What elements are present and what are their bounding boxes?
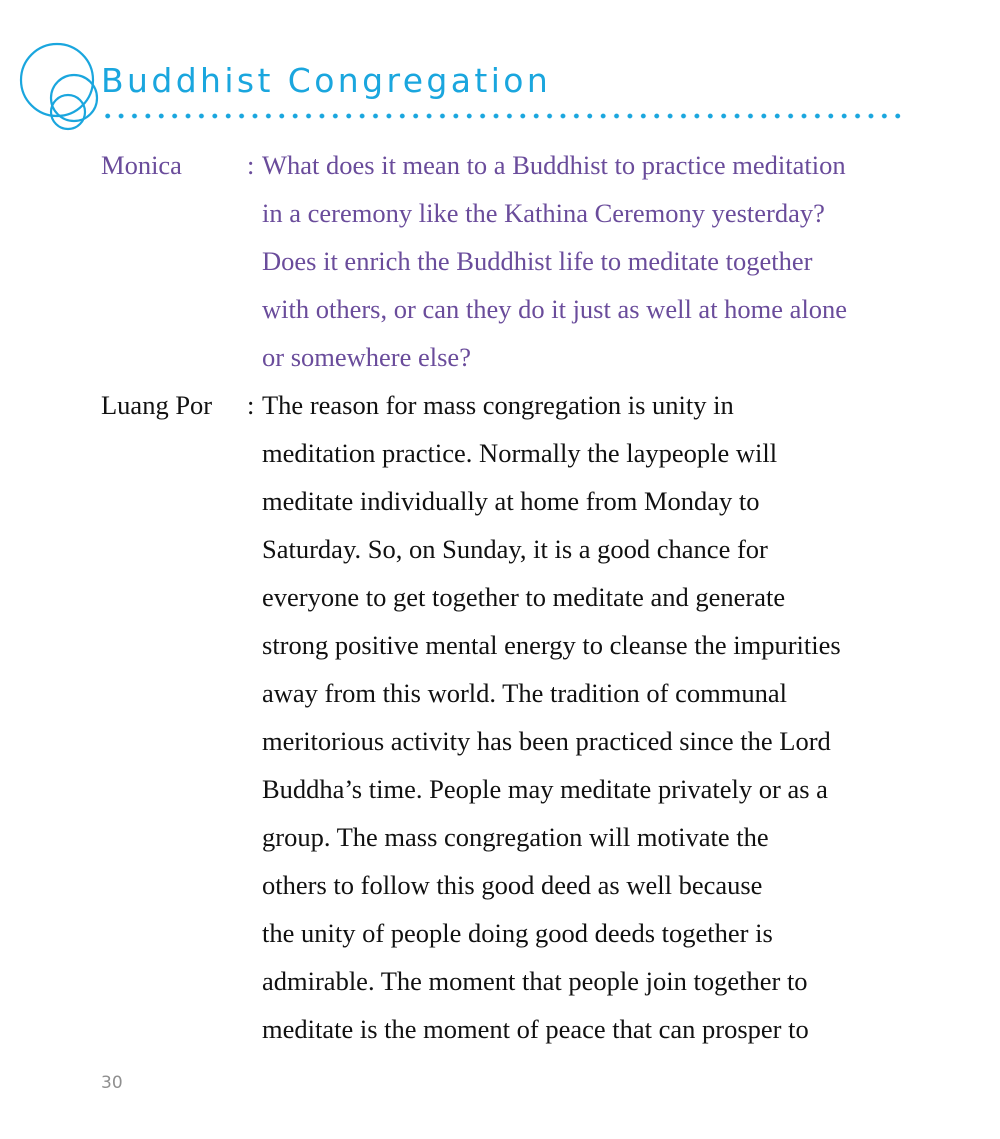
text-line: The reason for mass congregation is unity in [262, 390, 734, 420]
text-line: Does it enrich the Buddhist life to meditate together [262, 246, 813, 276]
text-line: meditate is the moment of peace that can prosper to [262, 1014, 809, 1044]
page-number: 30 [101, 1073, 123, 1093]
text-line: meditate individually at home from Monday to [262, 486, 760, 516]
text-line: or somewhere else? [262, 342, 471, 372]
text-line: Saturday. So, on Sunday, it is a good chance for [262, 534, 768, 564]
dotted-divider [101, 113, 901, 119]
text-line: meditation practice. Normally the laypeople will [262, 438, 778, 468]
text-line: What does it mean to a Buddhist to practice meditation [262, 150, 846, 180]
separator-colon: : [247, 150, 255, 180]
interlocking-circles-icon [10, 38, 106, 134]
text-line: with others, or can they do it just as well at home alone [262, 294, 848, 324]
monica-question [262, 141, 847, 381]
text-line: in a ceremony like the Kathina Ceremony yesterday? [262, 198, 825, 228]
text-line: everyone to get together to meditate and generate [262, 582, 786, 612]
text-line: the unity of people doing good deeds together is [262, 918, 773, 948]
text-line: strong positive mental energy to cleanse the impurities [262, 630, 841, 660]
text-line: away from this world. The tradition of communal [262, 678, 787, 708]
speaker-monica: Monica [101, 150, 182, 180]
luang-por-answer [262, 381, 841, 1053]
speaker-luang-por: Luang Por [101, 390, 213, 420]
text-line: Buddha’s time. People may meditate privately or as a [262, 774, 828, 804]
text-line: group. The mass congregation will motivate the [262, 822, 769, 852]
text-line: others to follow this good deed as well because [262, 870, 763, 900]
page-title: Buddhist Congregation [101, 61, 552, 100]
separator-colon: : [247, 390, 255, 420]
text-line: admirable. The moment that people join together to [262, 966, 808, 996]
text-line: meritorious activity has been practiced since the Lord [262, 726, 831, 756]
